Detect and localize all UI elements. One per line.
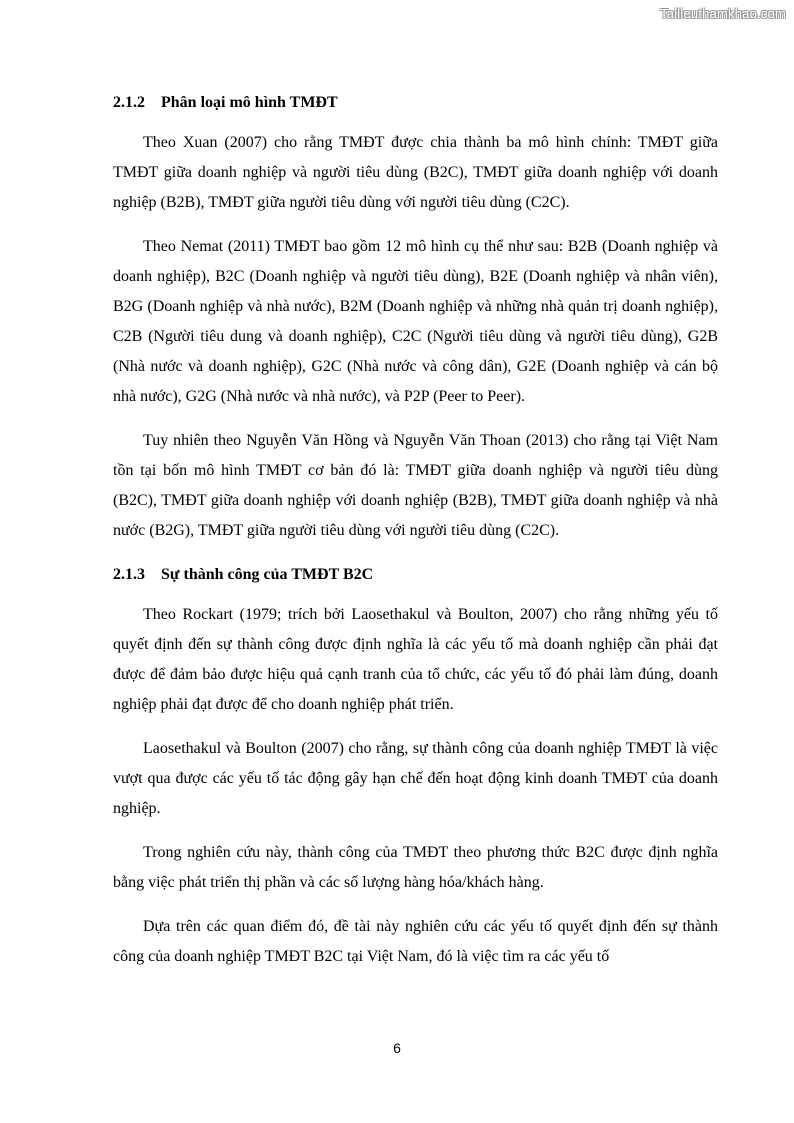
paragraph: Dựa trên các quan điểm đó, đề tài này nghiên cứu các yếu tố quyết định đến sự thành công của doanh nghiệp TMĐT B2C tại Việt Nam, đó là việc tìm ra các yếu tố (113, 918, 718, 965)
page-number: 6 (393, 1040, 401, 1056)
paragraph: Theo Xuan (2007) cho rằng TMĐT được chia thành ba mô hình chính: TMĐT giữa TMĐT giữa doanh nghiệp và người tiêu dùng (B2C), TMĐT giữa doanh nghiệp với doanh nghiệp (B2B), TMĐT giữa người tiêu dùng với người tiêu dùng (C2C). (113, 134, 718, 211)
section-number: 2.1.3 (113, 566, 145, 583)
section-heading-2-1-3 (113, 560, 718, 590)
paragraph: Theo Nemat (2011) TMĐT bao gồm 12 mô hình cụ thể như sau: B2B (Doanh nghiệp và doanh nghiệp), B2C (Doanh nghiệp và người tiêu dùng), B2E (Doanh nghiệp và nhân viên), B2G (Doanh nghiệp và nhà nước), B2M (Doanh nghiệp và những nhà quản trị doanh nghiệp), C2B (Người tiêu dung và doanh nghiệp), C2C (Người tiêu dùng và người tiêu dùng), G2B (Nhà nước và doanh nghiệp), G2C (Nhà nước và công dân), G2E (Doanh nghiệp và cán bộ nhà nước), G2G (Nhà nước và nhà nước), và P2P (Peer to Peer). (113, 238, 718, 405)
paragraph: Laosethakul và Boulton (2007) cho rằng, sự thành công của doanh nghiệp TMĐT là việc vượt qua được các yếu tố tác động gây hạn chế đến hoạt động kinh doanh TMĐT của doanh nghiệp. (113, 740, 718, 817)
paragraph: Tuy nhiên theo Nguyễn Văn Hồng và Nguyễn Văn Thoan (2013) cho rằng tại Việt Nam tồn tại bốn mô hình TMĐT cơ bản đó là: TMĐT giữa doanh nghiệp và người tiêu dùng (B2C), TMĐT giữa doanh nghiệp với doanh nghiệp (B2B), TMĐT giữa doanh nghiệp và nhà nước (B2G), TMĐT giữa người tiêu dùng với người tiêu dùng (C2C). (113, 432, 718, 539)
watermark-text: Tailieuthamkhao.com (660, 6, 786, 21)
section-heading-2-1-2 (113, 88, 718, 118)
paragraph: Theo Rockart (1979; trích bởi Laosethakul và Boulton, 2007) cho rằng những yếu tố quyết định đến sự thành công được định nghĩa là các yếu tố mà doanh nghiệp cần phải đạt được để đảm bảo được hiệu quả cạnh tranh của tổ chức, các yếu tố đó phải làm đúng, doanh nghiệp phải đạt được để cho doanh nghiệp phát triển. (113, 606, 718, 713)
paragraph: Trong nghiên cứu này, thành công của TMĐT theo phương thức B2C được định nghĩa bằng việc phát triển thị phần và các số lượng hàng hóa/khách hàng. (113, 844, 718, 891)
section-title: Phân loại mô hình TMĐT (161, 94, 338, 111)
document-page (113, 88, 718, 986)
section-title: Sự thành công của TMĐT B2C (161, 566, 374, 583)
section-number: 2.1.2 (113, 94, 145, 111)
